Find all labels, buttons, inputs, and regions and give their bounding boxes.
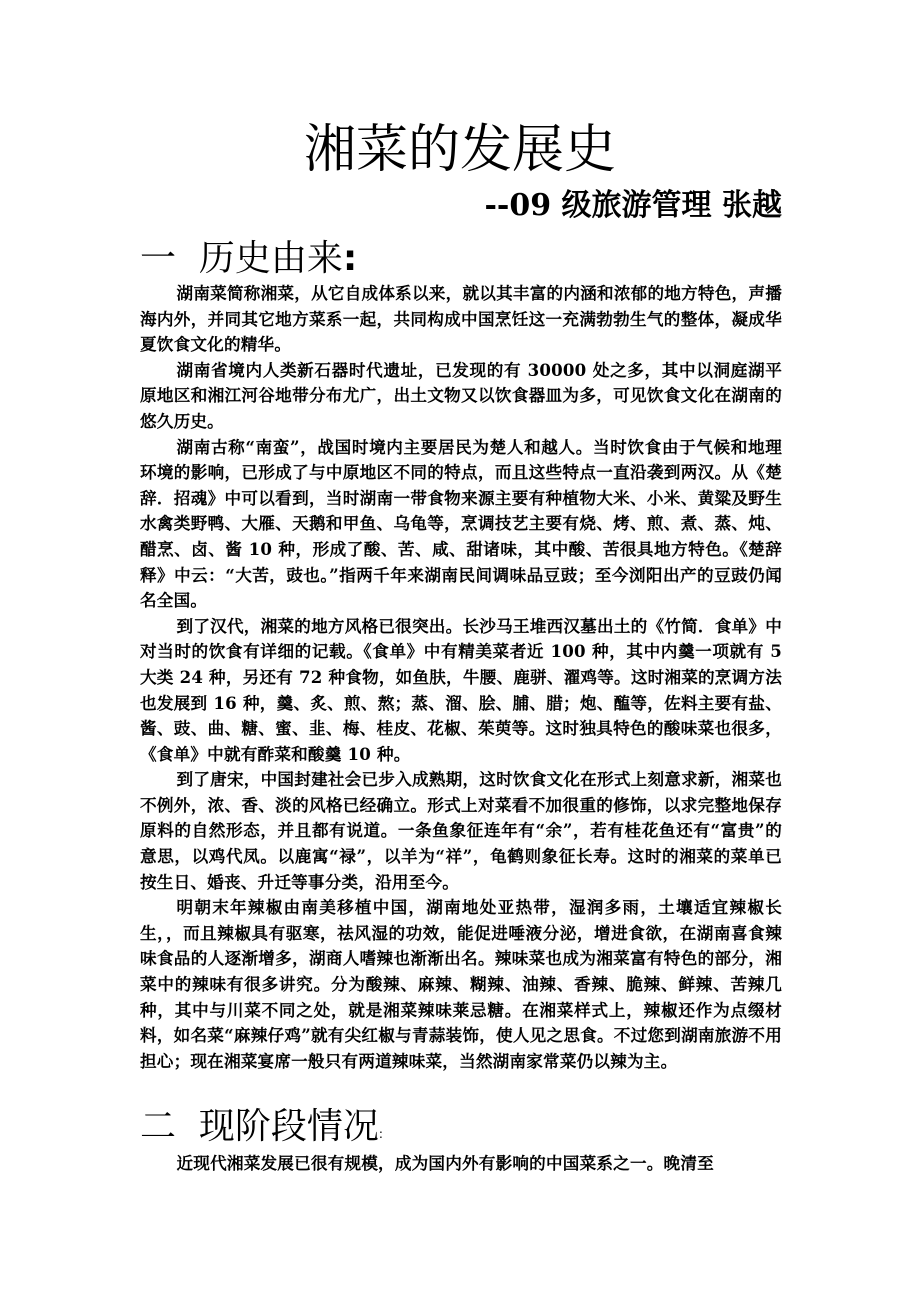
section-body-2 xyxy=(140,1151,782,1177)
paragraph: 明朝末年辣椒由南美移植中国，湖南地处亚热带，湿润多雨，土壤适宜辣椒长生，，而且辣椒具有驱寒，祛风湿的功效，能促进唾液分泌，增进食欲，在湖南喜食辣味食品的人逐渐增多，湖商人嗜辣也渐渐出名。辣味菜也成为湘菜富有特色的部分，湘菜中的辣味有很多讲究。分为酸辣、麻辣、糊辣、油辣、香辣、脆辣、鲜辣、苦辣几种，其中与川菜不同之处，就是湘菜辣味莱忌糖。在湘菜样式上，辣椒还作为点缀材料，如名菜“麻辣仔鸡”就有尖红椒与青蒜装饰，使人见之思食。不过您到湖南旅游不用担心；现在湘菜宴席一般只有两道辣味菜，当然湖南家常菜仍以辣为主。 xyxy=(140,897,782,1071)
paragraph: 湖南菜简称湘菜，从它自成体系以来，就以其丰富的内涵和浓郁的地方特色，声播海内外，并同其它地方菜系一起，共同构成中国烹饪这一充满勃勃生气的整体，凝成华夏饮食文化的精华。 xyxy=(140,283,782,355)
paragraph: 到了唐宋，中国封建社会已步入成熟期，这时饮食文化在形式上刻意求新，湘菜也不例外，浓、香、淡的风格已经确立。形式上对菜看不加很重的修饰，以求完整地保存原料的自然形态，并且都有说道。一条鱼象征连年有“余”，若有桂花鱼还有“富贵”的意思，以鸡代凤。以鹿寓“禄”，以羊为“祥”，龟鹤则象征长寿。这时的湘菜的菜单已按生日、婚丧、升迁等事分类，沿用至今。 xyxy=(140,769,782,892)
section-number: 二 xyxy=(140,1106,177,1147)
section-title: 历史由来 xyxy=(198,238,343,279)
section-colon: : xyxy=(342,238,358,279)
section-body-1 xyxy=(140,281,782,1074)
paragraph: 到了汉代，湘菜的地方风格已很突出。长沙马王堆西汉墓出土的《竹简．食单》中对当时的饮食有详细的记载。《食单》中有精美菜者近 100 种，其中内羹一项就有 5 大类 24 种，另还有 72 种食物，如鱼肤，牛腰、鹿骈、濯鸡等。这时湘菜的烹调方法也发展到 16 种，羹、炙、煎、熬；蒸、溜、脍、脯、腊；炮、醢等，佐料主要有盐、酱、豉、曲、糖、蜜、韭、梅、桂皮、花椒、茱萸等。这时独具特色的酸味菜也很多，《食单》中就有酢菜和酸羹 10 种。 xyxy=(140,615,782,764)
section-heading-2 xyxy=(140,1104,383,1157)
section-colon: : xyxy=(378,1127,383,1141)
section-heading-1 xyxy=(140,236,357,282)
document-title: 湘菜的发展史 xyxy=(303,120,616,180)
paragraph: 近现代湘菜发展已很有规模，成为国内外有影响的中国菜系之一。晚清至 xyxy=(176,1153,714,1173)
paragraph: 湖南省境内人类新石器时代遗址，已发现的有 30000 处之多，其中以洞庭湖平原地区和湘江河谷地带分布尤广，出土文物又以饮食器皿为多，可见饮食文化在湖南的悠久历史。 xyxy=(140,359,782,431)
section-title: 现阶段情况 xyxy=(198,1106,379,1147)
section-number: 一 xyxy=(140,238,177,279)
paragraph: 湖南古称“南蛮”，战国时境内主要居民为楚人和越人。当时饮食由于气候和地理环境的影响，已形成了与中原地区不同的特点，而且这些特点一直沿袭到两汉。从《楚辞．招魂》中可以看到，当时湖南一带食物来源主要有种植物大米、小米、黄粱及野生水禽类野鸭、大雁、天鹅和甲鱼、乌龟等，烹调技艺主要有烧、烤、煎、煮、蒸、炖、醋烹、卤、酱 10 种，形成了酸、苦、咸、甜诸味，其中酸、苦很具地方特色。《楚辞释》中云：“大苦，豉也。”指两千年来湖南民间调味品豆豉；至今浏阳出产的豆豉仍闻名全国。 xyxy=(140,436,782,611)
author-line: --09 级旅游管理 张越 xyxy=(484,188,782,223)
